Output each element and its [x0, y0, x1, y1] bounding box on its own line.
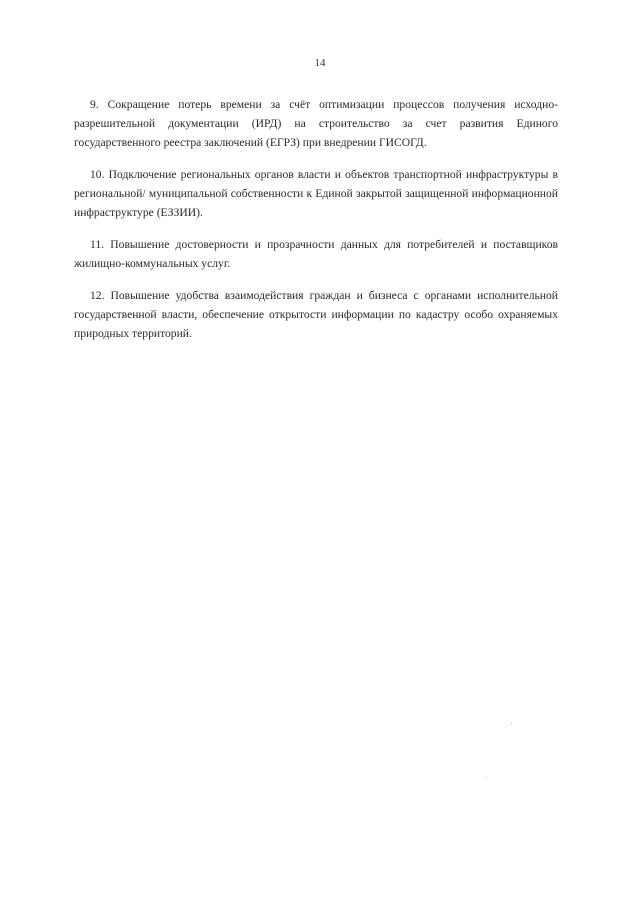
paragraph-item-11: 11. Повышение достоверности и прозрачности данных для потребителей и поставщиков жилищно-коммунальных услуг. — [74, 238, 558, 270]
scan-speck — [511, 723, 512, 724]
paragraph-item-9: 9. Сокращение потерь времени за счёт оптимизации процессов получения исходно-разрешительной документации (ИРД) на строительство за счет развития Единого государственного реестра заключений (ЕГРЗ) при внедрении ГИСОГД. — [74, 98, 558, 149]
paragraph-item-12: 12. Повышение удобства взаимодействия граждан и бизнеса с органами исполнительной государственной власти, обеспечение открытости информации по кадастру особо охраняемых природных территорий. — [74, 289, 558, 340]
scan-speck — [486, 777, 487, 778]
document-body — [74, 95, 558, 356]
page-number: 14 — [314, 57, 326, 69]
paragraph-item-10: 10. Подключение региональных органов власти и объектов транспортной инфраструктуры в региональной/ муниципальной собственности к Единой закрытой защищенной информационной инфраструктуре (ЕЗЗИИ). — [74, 168, 558, 219]
